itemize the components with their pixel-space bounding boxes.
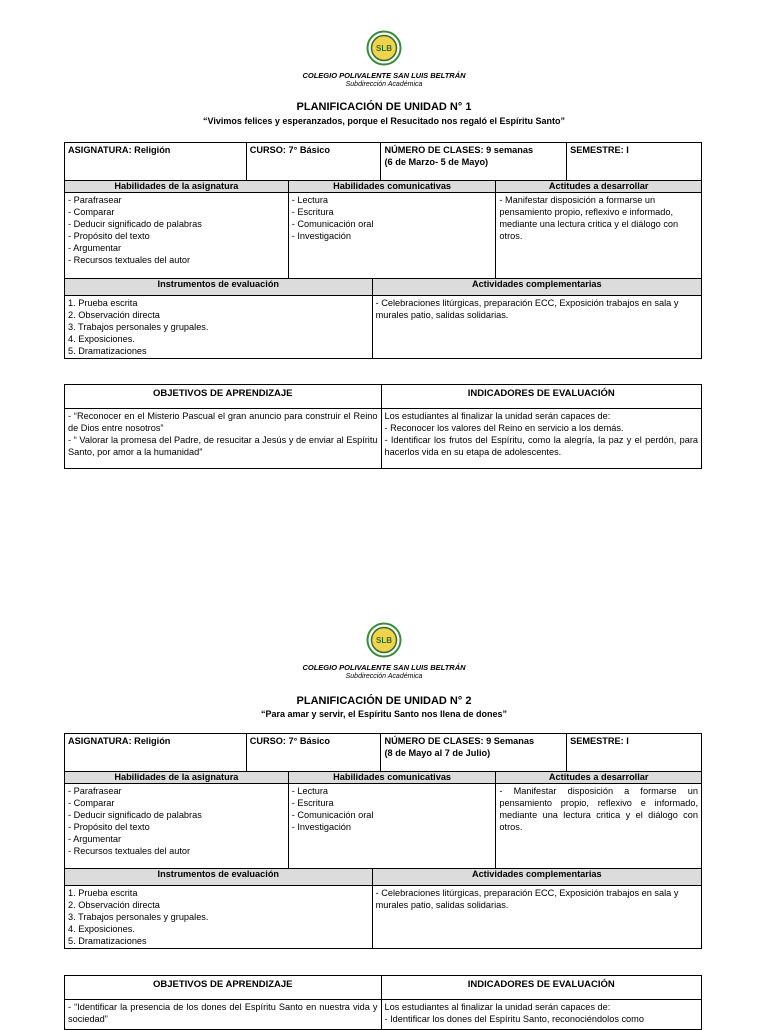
activities-header: Actividades complementarias [372, 869, 701, 886]
school-logo [366, 30, 402, 66]
unit-2 [0, 592, 768, 1024]
logo-text: SLB [376, 44, 392, 53]
objective-item: - “Identificar la presencia de los dones del Espíritu Santo en nuestra vida y sociedad” [68, 1002, 378, 1024]
classes-cell [381, 734, 567, 772]
list-item: - Recursos textuales del autor [68, 255, 191, 265]
skills-list [65, 784, 289, 870]
list-item: 4. Exposiciones. [68, 334, 135, 344]
list-item: - Lectura [291, 195, 329, 205]
list-item: - Parafrasear [68, 195, 122, 205]
indicators-header: INDICADORES DE EVALUACIÓN [381, 385, 702, 409]
classes-dates: (6 de Marzo- 5 de Mayo) [384, 157, 489, 167]
instruments-list [65, 296, 373, 359]
semester-cell: SEMESTRE: I [567, 734, 702, 772]
comm-skills-list [288, 784, 496, 870]
objectives-table [64, 975, 702, 1030]
evaluation-table [64, 868, 702, 949]
subdirection: Subdirección Académica [345, 81, 423, 88]
evaluation-table [64, 278, 702, 359]
subject-cell: ASIGNATURA: Religión [65, 143, 247, 181]
attitudes-text: - Manifestar disposición a formarse un pensamiento propio, reflexivo e informado, mediante una lectura critica y el diálogo con otros. [496, 193, 702, 279]
classes-cell [381, 143, 567, 181]
unit-info-table [64, 142, 702, 181]
activities-header: Actividades complementarias [372, 279, 701, 296]
indicators-text [381, 1000, 702, 1030]
classes-count: NÚMERO DE CLASES: 9 Semanas [384, 736, 535, 746]
list-item: - Parafrasear [68, 786, 122, 796]
logo-text: SLB [376, 636, 392, 645]
skills-header: Habilidades de la asignatura [65, 181, 289, 193]
indicator-item: Los estudiantes al finalizar la unidad serán capaces de: [384, 411, 611, 421]
list-item: - Investigación [291, 822, 351, 832]
classes-count: NÚMERO DE CLASES: 9 semanas [384, 145, 534, 155]
objectives-table [64, 384, 702, 469]
list-item: - Argumentar [68, 834, 122, 844]
attitudes-header: Actitudes a desarrollar [496, 772, 702, 784]
instruments-list [65, 886, 373, 949]
list-item: - Comunicación oral [291, 219, 374, 229]
semester-cell: SEMESTRE: I [567, 143, 702, 181]
instruments-header: Instrumentos de evaluación [65, 869, 373, 886]
list-item: - Comparar [68, 798, 115, 808]
unit-motto: “Para amar y servir, el Espíritu Santo nos llena de dones” [260, 709, 508, 719]
list-item: 5. Dramatizaciones [68, 346, 147, 356]
list-item: 5. Dramatizaciones [68, 936, 147, 946]
subdirection: Subdirección Académica [345, 673, 423, 680]
list-item: 3. Trabajos personales y grupales. [68, 322, 209, 332]
list-item: - Recursos textuales del autor [68, 846, 191, 856]
list-item: 1. Prueba escrita [68, 888, 138, 898]
list-item: - Propósito del texto [68, 822, 150, 832]
objective-item: - “ Valorar la promesa del Padre, de resucitar a Jesús y de enviar al Espíritu Santo, por amor a la humanidad” [68, 435, 378, 457]
objectives-header: OBJETIVOS DE APRENDIZAJE [65, 385, 382, 409]
list-item: - Lectura [291, 786, 329, 796]
list-item: - Propósito del texto [68, 231, 150, 241]
comm-skills-header: Habilidades comunicativas [288, 181, 496, 193]
skills-list [65, 193, 289, 279]
list-item: 2. Observación directa [68, 900, 160, 910]
indicators-text [381, 409, 702, 469]
list-item: 4. Exposiciones. [68, 924, 135, 934]
list-item: - Deducir significado de palabras [68, 810, 202, 820]
indicator-item: - Identificar los dones del Espíritu Santo, reconociéndolos como [384, 1014, 644, 1024]
objectives-text [65, 1000, 382, 1030]
skills-table [64, 180, 702, 279]
school-logo [366, 622, 402, 658]
skills-header: Habilidades de la asignatura [65, 772, 289, 784]
skills-table [64, 771, 702, 870]
list-item: - Comunicación oral [291, 810, 374, 820]
list-item: 1. Prueba escrita [68, 298, 138, 308]
activities-text: - Celebraciones litúrgicas, preparación ECC, Exposición trabajos en sala y murales patio, salidas solidarias. [372, 296, 701, 359]
objectives-header: OBJETIVOS DE APRENDIZAJE [65, 976, 382, 1000]
unit-info-table [64, 733, 702, 772]
comm-skills-list [288, 193, 496, 279]
unit-title: PLANIFICACIÓN DE UNIDAD N° 1 [296, 101, 472, 113]
list-item: - Escritura [291, 798, 334, 808]
list-item: - Argumentar [68, 243, 122, 253]
course-cell: CURSO: 7° Básico [246, 734, 381, 772]
list-item: 2. Observación directa [68, 310, 160, 320]
comm-skills-header: Habilidades comunicativas [288, 772, 496, 784]
indicator-item: Los estudiantes al finalizar la unidad serán capaces de: [384, 1002, 611, 1012]
list-item: 3. Trabajos personales y grupales. [68, 912, 209, 922]
attitudes-header: Actitudes a desarrollar [496, 181, 702, 193]
course-cell: CURSO: 7° Básico [246, 143, 381, 181]
indicators-header: INDICADORES DE EVALUACIÓN [381, 976, 702, 1000]
classes-dates: (8 de Mayo al 7 de Julio) [384, 748, 491, 758]
list-item: - Deducir significado de palabras [68, 219, 202, 229]
list-item: - Escritura [291, 207, 334, 217]
unit-title: PLANIFICACIÓN DE UNIDAD N° 2 [296, 695, 472, 707]
school-name: COLEGIO POLIVALENTE SAN LUIS BELTRÁN [302, 663, 466, 672]
unit-motto: “Vivimos felices y esperanzados, porque el Resucitado nos regaló el Espíritu Santo” [203, 116, 565, 126]
instruments-header: Instrumentos de evaluación [65, 279, 373, 296]
list-item: - Comparar [68, 207, 115, 217]
list-item: - Investigación [291, 231, 351, 241]
indicator-item: - Reconocer los valores del Reino en servicio a los demás. [384, 423, 624, 433]
subject-cell: ASIGNATURA: Religión [65, 734, 247, 772]
unit-1 [0, 0, 768, 512]
indicator-item: - Identificar los frutos del Espíritu, como la alegría, la paz y el perdón, para hacerlos vida en su etapa de adolescentes. [384, 435, 698, 457]
attitudes-text: - Manifestar disposición a formarse un pensamiento propio, reflexivo e informado, mediante una lectura critica y el diálogo con otros. [496, 784, 702, 870]
objectives-text [65, 409, 382, 469]
school-name: COLEGIO POLIVALENTE SAN LUIS BELTRÁN [302, 71, 466, 80]
activities-text: - Celebraciones litúrgicas, preparación ECC, Exposición trabajos en sala y murales patio, salidas solidarias. [372, 886, 701, 949]
objective-item: - “Reconocer en el Misterio Pascual el gran anuncio para construir el Reino de Dios entre nosotros” [68, 411, 378, 433]
